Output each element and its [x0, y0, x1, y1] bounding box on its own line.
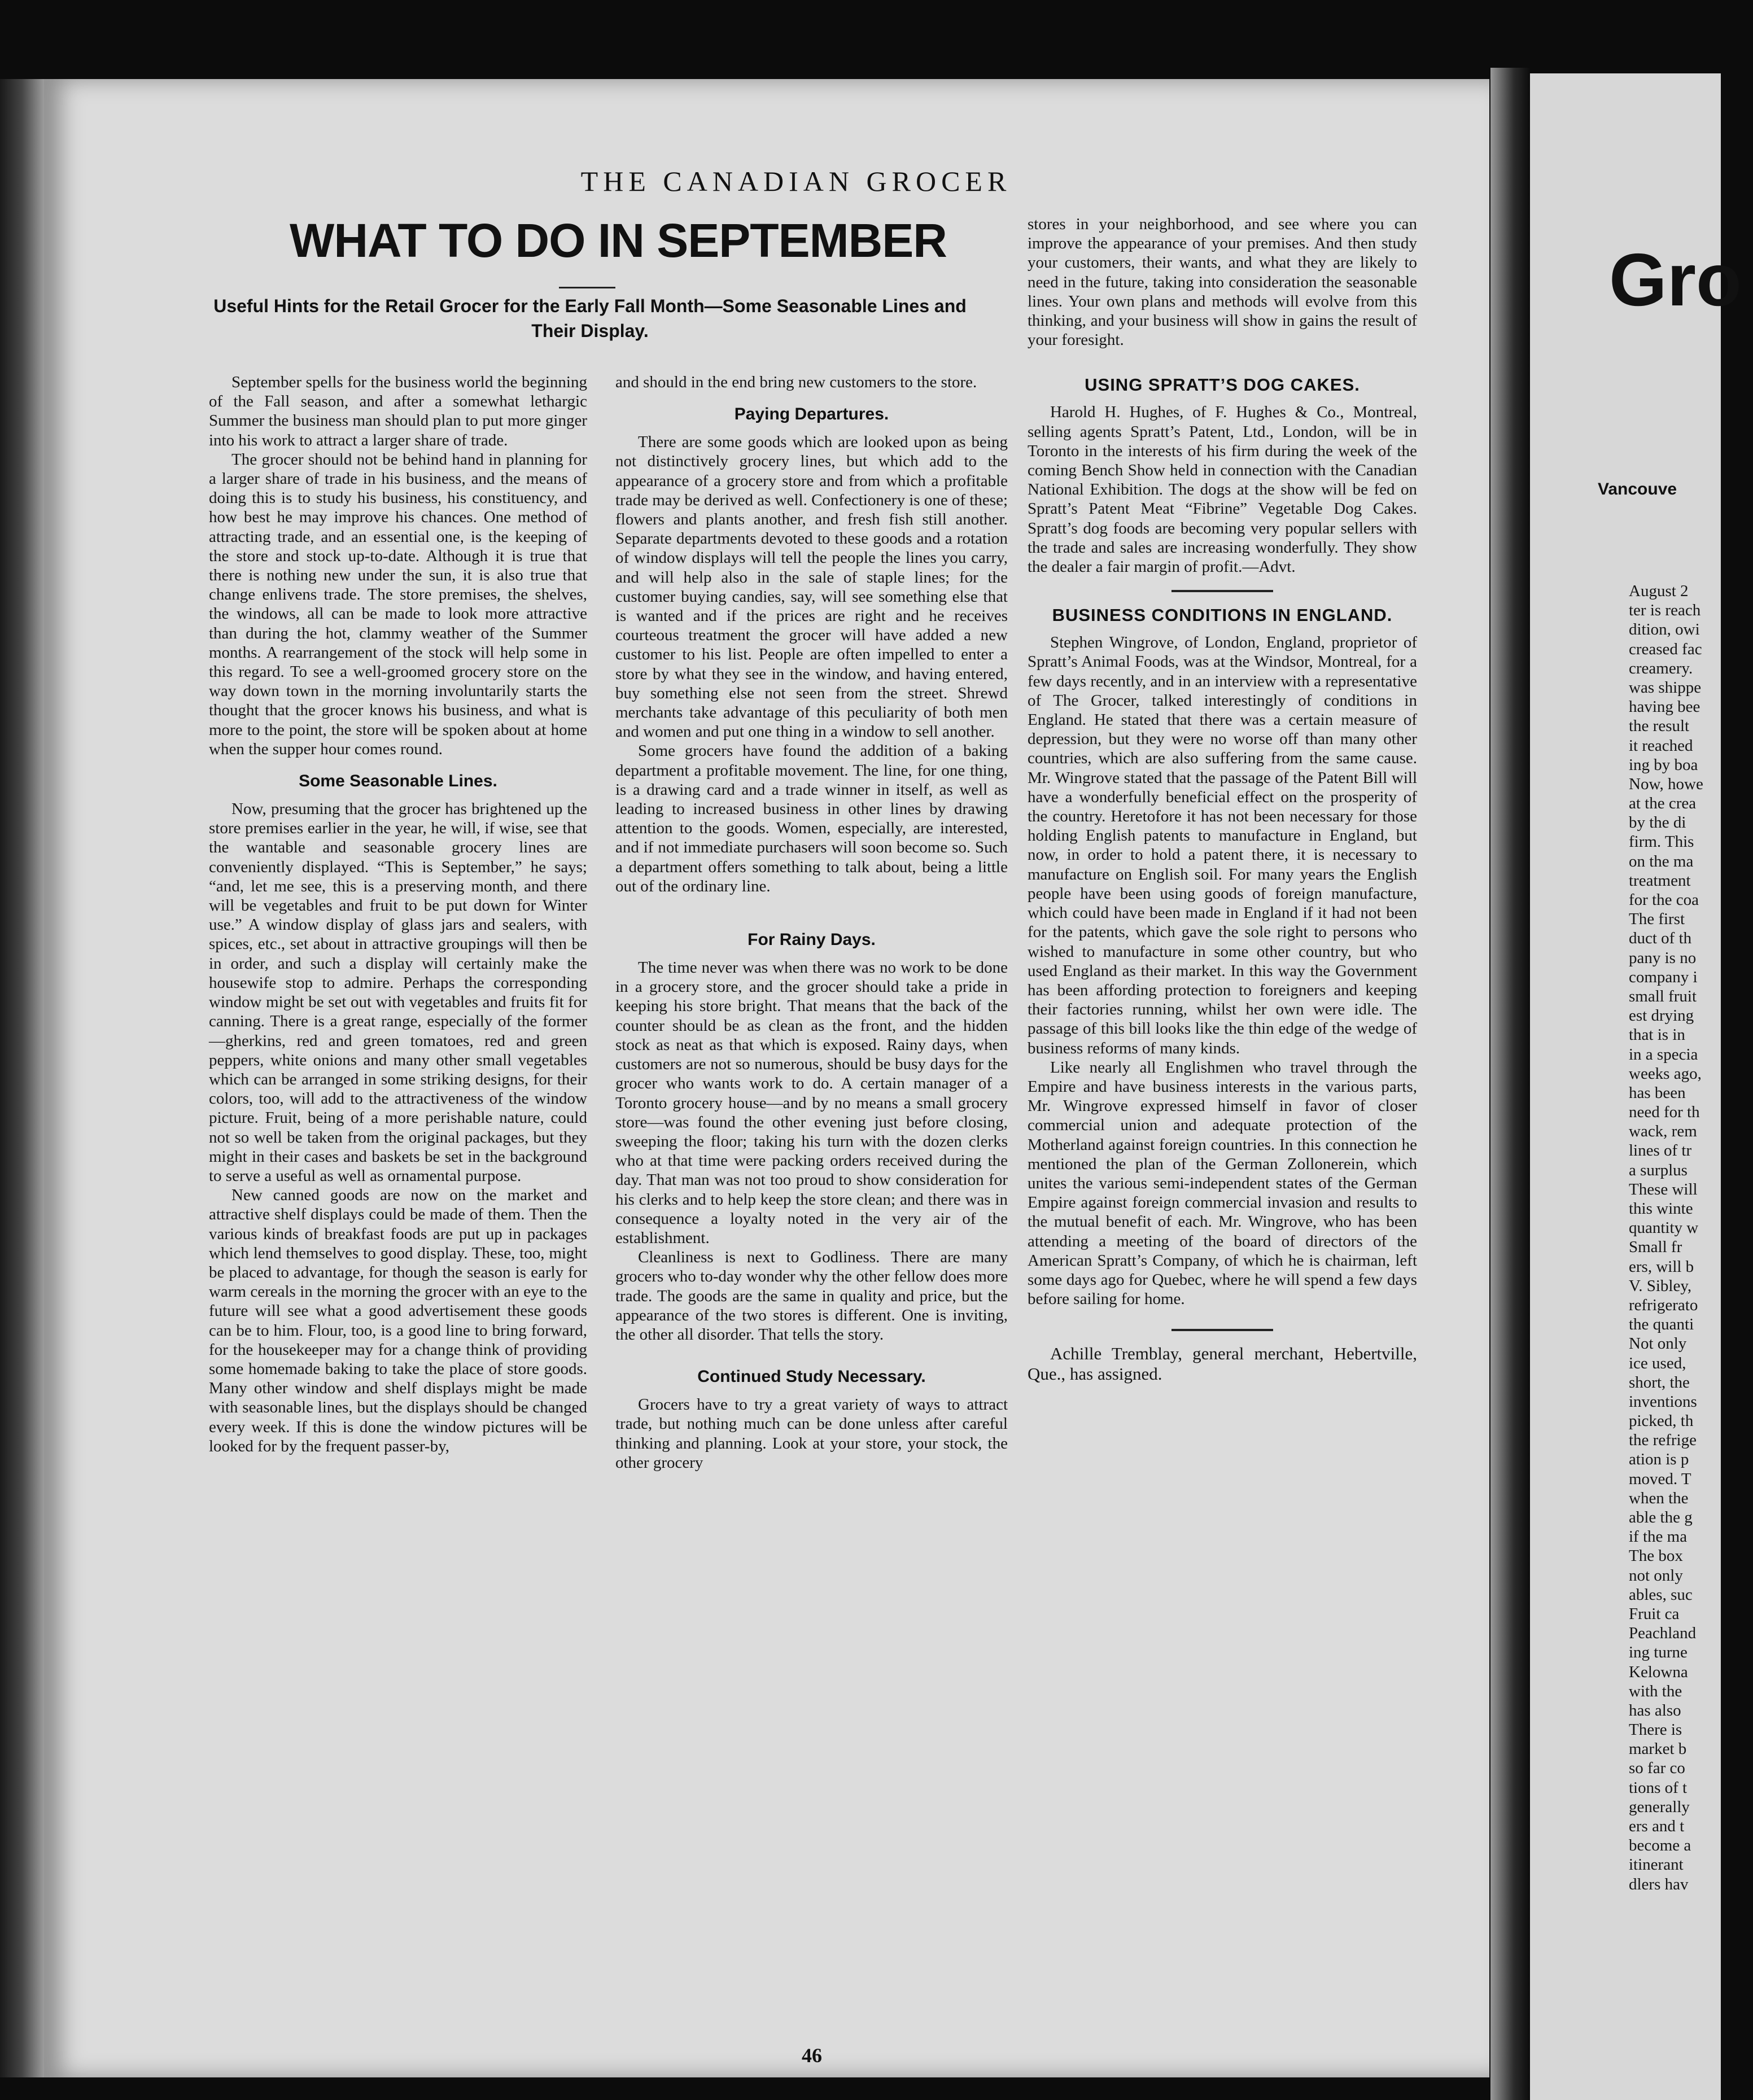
text-line: firm. This [1629, 833, 1694, 851]
text-line: The box [1629, 1547, 1683, 1565]
paragraph: The time never was when there was no work to be done in a grocery store, and the grocer should take a pride in keeping his store bright. That means that the back of the counter should be as clean as the front, and the hidden stock as neat as that which is exposed. Rainy days, when customers are not so numerous, should be busy days for the grocer who wants work to do. A certain manager of a Toronto grocery house—and by no means a small grocery store—was found the other evening just before closing, sweeping the floor; taking his turn with the dozen clerks who at that time were packing orders received during the day. That man was not too proud to show consideration for his clerks and to help keep the store clean; and there was in consequence a loyalty noted in the very air of the establishment. [615, 959, 1008, 1247]
text-line: at the crea [1629, 794, 1697, 813]
text-line: est drying [1629, 1007, 1694, 1025]
text-line: need for th [1629, 1103, 1700, 1122]
text-line: picked, th [1629, 1412, 1694, 1430]
paragraph: and should in the end bring new customers to the store. [615, 373, 977, 391]
paragraph: stores in your neighborhood, and see where you can improve the appearance of your premises. And then study your customers, their wants, and what they are likely to need in the future, taking into consideration the seasonable lines. Your own plans and methods will evolve from this thinking, and your business will show in gains the result of your foresight. [1028, 215, 1417, 349]
text-line: has also [1629, 1701, 1681, 1720]
paragraph: New canned goods are now on the market and attractive shelf displays could be made of them. Then the various kinds of breakfast foods are put up in packages which lend themselves to good display. These, too, might be placed to advantage, for though the season is early for warm cereals in the morning the grocer with an eye to the future will see what a good advertisement these goods can be to him. Flour, too, is a good line to bring forward, for the housekeeper may for a change think of providing some homemade baking to take the place of store goods. Many other window and shelf displays might be made with seasonable lines, but the displays should be changed every week. If this is done the window pictures will be looked for by the frequent passer-by, [209, 1186, 587, 1455]
text-line: by the di [1629, 813, 1686, 832]
section-divider [1171, 1329, 1273, 1331]
text-line: market b [1629, 1740, 1687, 1758]
paragraph: September spells for the business world the beginning of the Fall season, and after a somewhat lethargic Summer the business man should plan to put more ginger into his work to attract a larger share of trade. [209, 373, 587, 449]
text-line: ing by boa [1629, 755, 1698, 774]
right-page [1530, 73, 1742, 2100]
notice: Achille Tremblay, general merchant, Hebertville, Que., has assigned. [1028, 1344, 1417, 1384]
text-line: ter is reach [1629, 601, 1701, 620]
article-subtitle: Useful Hints for the Retail Grocer for the Early Fall Month—Some Seasonable Lines and Their Display. [213, 296, 967, 341]
text-line: dition, owi [1629, 620, 1700, 639]
text-line: company i [1629, 968, 1698, 986]
text-line: become a [1629, 1836, 1691, 1855]
text-line: ice used, [1629, 1354, 1686, 1372]
article-title: WHAT TO DO IN SEPTEMBER [290, 214, 947, 267]
text-line: duct of th [1629, 929, 1692, 948]
section-heading: For Rainy Days. [747, 930, 876, 950]
text-line: ers and t [1629, 1817, 1685, 1835]
text-line: the quanti [1629, 1315, 1694, 1334]
text-line: ation is p [1629, 1450, 1689, 1469]
title-rule [559, 287, 615, 288]
column-2 [615, 373, 1008, 1472]
text-line [1629, 1894, 1753, 1913]
text-line: itinerant [1629, 1856, 1684, 1874]
text-line: for the coa [1629, 891, 1699, 909]
section-heading: Continued Study Necessary. [697, 1367, 926, 1386]
text-line: quantity w [1629, 1219, 1699, 1237]
text-line: Peachland [1629, 1624, 1697, 1643]
text-line: inventions [1629, 1392, 1697, 1411]
paragraph: Some grocers have found the addition of a baking department a profitable movement. The line, for one thing, is a drawing card and a trade winner in itself, as well as leading to increased business in other lines by drawing attention to the goods. Women, especially, are interested, and if not immediate purchasers will soon become so. Such a department offers something to talk about, being a little out of the ordinary line. [615, 742, 1008, 895]
section-divider [1171, 590, 1273, 592]
text-line: Fruit ca [1629, 1604, 1680, 1623]
text-line: this winte [1629, 1200, 1693, 1218]
text-line: has been [1629, 1083, 1686, 1102]
text-line: V. Sibley, [1629, 1276, 1692, 1295]
page-number: 46 [802, 2044, 822, 2067]
text-line: Not only [1629, 1335, 1687, 1353]
text-line: was shippe [1629, 678, 1702, 697]
text-line: ing turne [1629, 1643, 1688, 1662]
paragraph: Cleanliness is next to Godliness. There are many grocers who to-day wonder why the other fellow does more trade. The goods are the same in quality and price, but the appearance of the two stores is different. One is inviting, the other all disorder. That tells the story. [615, 1248, 1008, 1344]
text-line: the result [1629, 717, 1690, 736]
text-line: These will [1629, 1180, 1698, 1198]
text-line: Kelowna [1629, 1663, 1688, 1681]
right-page-subhead: Vancouve [1598, 480, 1677, 498]
text-line: refrigerato [1629, 1296, 1698, 1314]
text-line: it reached [1629, 736, 1693, 755]
text-line: Small fr [1629, 1238, 1682, 1257]
text-line: when the [1629, 1489, 1689, 1507]
text-line: weeks ago, [1629, 1064, 1702, 1083]
text-line: if the ma [1629, 1528, 1688, 1546]
text-line [1629, 1913, 1753, 1932]
text-line: the refrige [1629, 1431, 1697, 1450]
text-line: There is [1629, 1721, 1682, 1739]
text-line: a surplus [1629, 1161, 1688, 1179]
section-heading: Paying Departures. [734, 405, 889, 424]
paragraph: The grocer should not be behind hand in planning for a larger share of trade in his business, and the means of doing this is to study his business, his constituency, and how best he may improve his chances. One method of attracting trade, and an essential one, is the keeping of the store and stock up-to-date. Although it is true that there is nothing new under the sun, it is also true that change enlivens trade. The store premises, the shelves, the windows, all can be made to look more attractive than during the hot, clammy weather of the Summer months. A rearrangement of the stock will help some in this regard. To see a well-groomed grocery store on the way down town in the morning involuntarily starts the thought that the grocer knows his business, and what is more to the point, the store will be spoken about at home when the supper hour comes round. [209, 450, 587, 758]
section-heading: Some Seasonable Lines. [299, 772, 497, 791]
text-line: dlers hav [1629, 1875, 1689, 1893]
text-line: not only [1629, 1566, 1683, 1585]
text-line: tions of t [1629, 1778, 1688, 1797]
text-line: creamery. [1629, 659, 1693, 677]
text-line: moved. T [1629, 1469, 1691, 1488]
text-line: short, the [1629, 1373, 1690, 1392]
text-line: generally [1629, 1797, 1690, 1816]
text-line: wack, rem [1629, 1122, 1697, 1141]
text-line: The first [1629, 910, 1685, 929]
paragraph: Grocers have to try a great variety of ways to attract trade, but nothing much can be done unless after careful thinking and planning. Look at your store, your stock, the other grocery [615, 1395, 1008, 1472]
paragraph: Harold H. Hughes, of F. Hughes & Co., Montreal, selling agents Spratt’s Patent, Ltd., London, will be in Toronto in the interests of his firm during the week of the coming Bench Show held in connection with the Canadian National Exhibition. The dogs at the show will be fed on Spratt’s Patent Meat “Fibrine” Vegetable Dog Cakes. Spratt’s dog foods are becoming very popular sellers with the trade and sales are increasing wonderfully. They show the dealer a fair margin of profit.—Advt. [1028, 403, 1417, 576]
text-line: ables, suc [1629, 1585, 1693, 1604]
paragraph: Like nearly all Englishmen who travel through the Empire and have business interests in the various parts, Mr. Wingrove expressed himself in favor of closer commercial union and adequate protection of the Motherland against foreign countries. In this connection he mentioned the plan of the German Zollonerein, which unites the various semi-independent states of the German Empire against foreign commercial invasion and results to the mutual benefit of each. Mr. Wingrove, who has been attending a meeting of the board of directors of the American Spratt’s Company, of which he is chairman, left some days ago for Quebec, where he will spend a few days before sailing for home. [1028, 1058, 1417, 1309]
right-page-column [1629, 581, 1753, 1932]
text-line: August 2 [1629, 582, 1689, 600]
text-line: that is in [1629, 1026, 1685, 1044]
text-line: able the g [1629, 1508, 1693, 1526]
page-gutter [1490, 68, 1530, 2100]
text-line: ers, will b [1629, 1257, 1694, 1276]
running-head: THE CANADIAN GROCER [580, 165, 1012, 197]
column-1 [209, 373, 587, 1456]
text-line: with the [1629, 1682, 1682, 1700]
text-line: having bee [1629, 698, 1700, 716]
text-line: Now, howe [1629, 775, 1703, 793]
section-heading: BUSINESS CONDITIONS IN ENGLAND. [1052, 605, 1393, 625]
section-heading: USING SPRATT’S DOG CAKES. [1085, 375, 1360, 395]
text-line: so far co [1629, 1759, 1685, 1778]
column-3 [1028, 215, 1417, 1384]
text-line: in a specia [1629, 1045, 1698, 1064]
text-line: treatment [1629, 871, 1691, 890]
text-line: lines of tr [1629, 1141, 1692, 1160]
text-line: creased fac [1629, 640, 1702, 658]
text-line: pany is no [1629, 948, 1697, 967]
text-line: on the ma [1629, 852, 1694, 870]
paragraph: There are some goods which are looked upon as being not distinctively grocery lines, but which add to the appearance of a grocery store and from which a profitable trade may be derived as well. Confectionery is one of these; flowers and plants another, and fresh fish still another. Separate departments devoted to these goods and a rotation of window displays will tell the people the lines you carry, and will help also in the sale of staple lines; for the customer buying candies, say, will see something else that is wanted and if the prices are right and he receives courteous treatment the grocer will have added a new customer to his list. People are often impelled to enter a store by what they see in the window, and having entered, buy something else not seen from the street. Shrewd merchants take advantage of this peculiarity of both men and women and put one thing in a window to sell another. [615, 433, 1008, 741]
paragraph: Stephen Wingrove, of London, England, proprietor of Spratt’s Animal Foods, was at the Windsor, Montreal, for a few days recently, and in an interview with a representative of The Grocer, talked interestingly of conditions in England. He stated that there was a certain measure of depression, but they were no worse off than many other countries, which are also suffering from the same cause. Mr. Wingrove stated that the passage of the Patent Bill will have a wonderfully beneficial effect on the prosperity of the country. Heretofore it has not been necessary for those holding English patents to manufacture in England, but now, in order to hold a patent there, it is necessary to manufacture on English soil. For many years the English people have been using goods of foreign manufacture, which could have been made in England if it had not been for the patents, which gave the sole right to persons who wished to manufacture in some other country, but who used England as their market. In this way the Government has been affording protection to foreigners and keeping their factories running, whilst her own were idle. The passage of this bill looks like the thin edge of the wedge of business reforms of many kinds. [1028, 633, 1417, 1057]
paragraph: Now, presuming that the grocer has brightened up the store premises earlier in the year, he will, if wise, see that the wantable and seasonable grocery lines are conveniently displayed. “This is September,” he says; “and, let me see, this is a preserving month, and there will be vegetables and fruit to be put down for Winter use.” A window display of glass jars and sealers, with spices, etc., set about in attractive groupings will then be in order, and such a display will certainly make the housewife stop to admire. Perhaps the corresponding window might be set out with vegetables and fruits fit for canning. There is a great range, especially of the former—gherkins, red and green tomatoes, red and green peppers, white onions and many other small vegetables which can be arranged in some striking designs, for their colors, too, will add to the attractiveness of the window picture. Fruit, being of a more perishable nature, could not so well be taken from the original packages, but they might in their cases and baskets be set in the background to serve a useful as well as ornamental purpose. [209, 800, 587, 1185]
text-line: small fruit [1629, 987, 1697, 1005]
right-page-title: Gro [1609, 238, 1742, 321]
